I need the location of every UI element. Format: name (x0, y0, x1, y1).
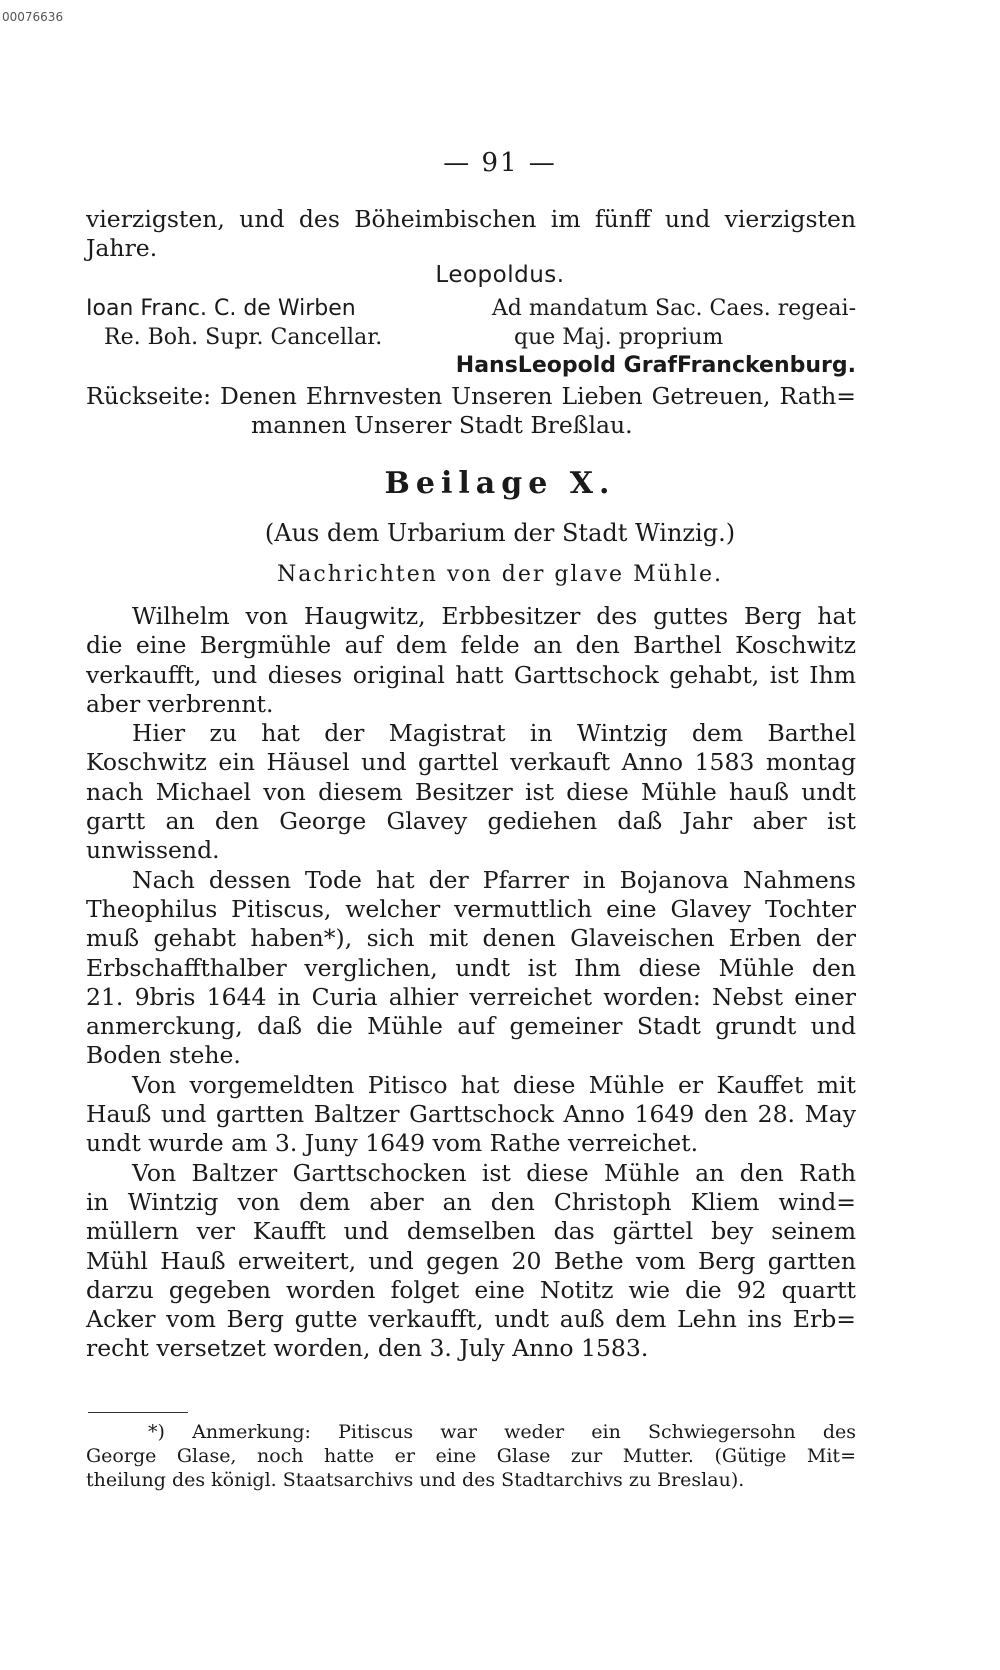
opening-text (86, 205, 856, 264)
paragraph (86, 602, 856, 719)
paragraph (86, 1159, 856, 1364)
footnote-line: George Glase, noch hatte er eine Glase zur Mutter. (Gütige Mit= (86, 1445, 856, 1467)
text-line: in Wintzig von dem aber an den Christoph Kliem wind= (86, 1187, 856, 1216)
text-line: müllern ver Kaufft und demselben das gärttel bey seinem (86, 1217, 856, 1246)
footnote-line: theilung des königl. Staatsarchivs und des Stadtarchivs zu Breslau). (86, 1469, 745, 1491)
text-line: Hier zu hat der Magistrat in Wintzig dem Barthel (132, 719, 856, 748)
countersignature: HansLeopold GrafFranckenburg. (455, 353, 856, 378)
text-line: nach Michael von diesem Besitzer ist diese Mühle hauß undt (86, 777, 856, 806)
chancellor-line: Ioan Franc. C. de Wirben (86, 296, 356, 321)
signature-name: Leopoldus. (435, 262, 565, 288)
paragraph (86, 866, 856, 1071)
text-line: recht versetzet worden, den 3. July Anno 1583. (86, 1334, 649, 1363)
address-text (86, 382, 856, 441)
text-line: Boden stehe. (86, 1041, 241, 1070)
section-heading: Nachrichten von der glave Mühle. (277, 562, 723, 587)
text-line: muß gehabt haben*), sich mit denen Glaveischen Erben der (86, 924, 856, 953)
text-line: anmerckung, daß die Mühle auf gemeiner Stadt grundt und (86, 1012, 856, 1041)
scan-id: 00076636 (2, 10, 64, 24)
paragraph (86, 1071, 856, 1159)
body-text (86, 602, 856, 1364)
text-line: 21. 9bris 1644 in Curia alhier verreichet worden: Nebst einer (86, 982, 856, 1011)
text-line: Rückseite: Denen Ehrnvesten Unseren Lieben Getreuen, Rath= (86, 382, 856, 410)
text-line: aber verbrennt. (86, 689, 274, 718)
section-subtitle: (Aus dem Urbarium der Stadt Winzig.) (264, 519, 736, 547)
text-line: vierzigsten, und des Böheimbischen im fünff und vierzigsten (86, 205, 856, 233)
text-line: Von vorgemeldten Pitisco hat diese Mühle er Kauffet mit (132, 1070, 856, 1099)
text-line: Acker vom Berg gutte verkaufft, undt auß dem Lehn ins Erb= (86, 1305, 856, 1334)
text-line: undt wurde am 3. Juny 1649 vom Rathe verreichet. (86, 1129, 699, 1158)
text-line: mannen Unserer Stadt Breßlau. (251, 411, 633, 440)
text-line: die eine Bergmühle auf dem felde an den Barthel Koschwitz (86, 631, 856, 660)
footnote-line: *) Anmerkung: Pitiscus war weder ein Schwiegersohn des (148, 1421, 856, 1443)
footnote-divider (88, 1412, 188, 1413)
text-line: darzu gegeben worden folget eine Notitz wie die 92 quartt (86, 1275, 856, 1304)
text-line: Mühl Hauß erweitert, und gegen 20 Bethe vom Berg gartten (86, 1246, 856, 1275)
text-line: Nach dessen Tode hat der Pfarrer in Bojanova Nahmens (132, 865, 856, 894)
text-line: unwissend. (86, 836, 220, 865)
footnote (86, 1420, 856, 1492)
text-line: Erbschaffthalber verglichen, undt ist Ihm diese Mühle den (86, 953, 856, 982)
mandate-line-2: que Maj. proprium (514, 325, 724, 350)
text-line: gartt an den George Glavey gediehen daß Jahr aber ist (86, 807, 856, 836)
paragraph (86, 719, 856, 865)
page-number: — 91 — (443, 148, 557, 178)
text-line: Jahre. (86, 234, 158, 263)
mandate-line: Ad mandatum Sac. Caes. regeai- (491, 296, 856, 321)
text-line: Wilhelm von Haugwitz, Erbbesitzer des guttes Berg hat (132, 602, 856, 630)
text-line: Von Baltzer Garttschocken ist diese Mühle an den Rath (132, 1158, 856, 1187)
text-line: Koschwitz ein Häusel und garttel verkauft Anno 1583 montag (86, 748, 856, 777)
section-title: Beilage X. (384, 466, 616, 501)
text-line: Theophilus Pitiscus, welcher vermuttlich eine Glavey Tochter (86, 894, 856, 923)
text-line: Hauß und gartten Baltzer Garttschock Anno 1649 den 28. May (86, 1100, 856, 1129)
chancellor-title-line: Re. Boh. Supr. Cancellar. (104, 325, 383, 350)
text-line: verkaufft, und dieses original hatt Garttschock gehabt, ist Ihm (86, 660, 856, 689)
